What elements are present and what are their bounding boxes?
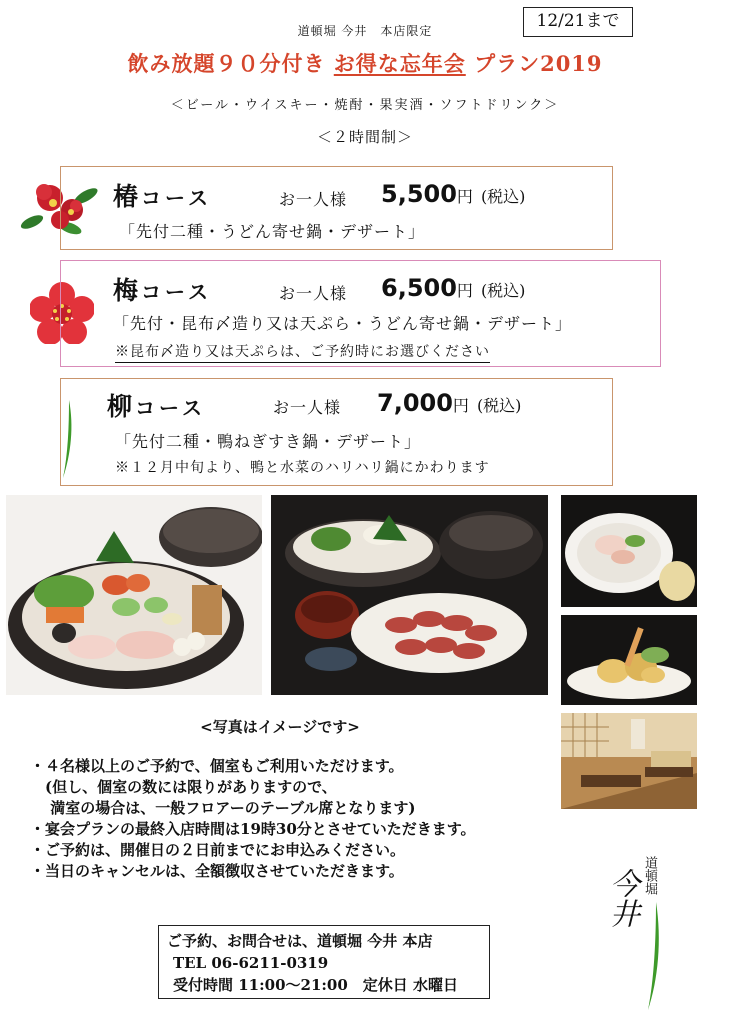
- course-tsubaki: [60, 166, 613, 250]
- list-item: ・４名様以上のご予約で、個室もご利用いただけます。: [30, 757, 404, 775]
- contact-box: [158, 925, 490, 999]
- logo-small-text: 道頓堀: [642, 856, 657, 895]
- list-item: ・ご予約は、開催日の２日前までにお申込みください。: [30, 841, 406, 859]
- course-menu: 「先付二種・うどん寄せ鍋・デザート」: [119, 222, 426, 241]
- store-logo: [604, 856, 674, 1016]
- course-menu: 「先付二種・鴨ねぎすき鍋・デザート」: [115, 432, 422, 451]
- course-note: ※昆布〆造り又は天ぷらは、ご予約時にお選びください: [115, 341, 490, 363]
- course-name: 柳コース: [107, 392, 207, 421]
- list-item: (但し、個室の数には限りがありますので、: [30, 778, 337, 796]
- contact-intro: ご予約、お問合せは、道頓堀 今井 本店: [167, 932, 433, 950]
- list-item: 満室の場合は、一般フロアーのテーブル席となります): [30, 799, 416, 817]
- course-name: 梅コース: [113, 276, 213, 305]
- drinks-list: ＜ビール・ウイスキー・焼酎・果実酒・ソフトドリンク＞: [170, 98, 560, 113]
- tempura-photo: [561, 615, 697, 705]
- per-person-label: お一人様: [279, 284, 348, 303]
- deadline-badge: 12/21まで: [523, 7, 633, 37]
- time-system: ＜２時間制＞: [316, 128, 413, 146]
- per-person-label: お一人様: [273, 398, 342, 417]
- course-menu: 「先付・昆布〆造り又は天ぷら・うどん寄せ鍋・デザート」: [113, 314, 573, 333]
- photo-caption: <写真はイメージです>: [200, 718, 360, 736]
- course-price: 7,000円 (税込): [377, 389, 522, 417]
- store-label: 道頓堀 今井 本店限定: [297, 24, 433, 38]
- notes-list: [30, 756, 476, 882]
- course-note: ※１２月中旬より、鴨と水菜のハリハリ鍋にかわります: [115, 460, 490, 476]
- course-name: 椿コース: [113, 182, 213, 211]
- willow-brush-icon: [644, 900, 664, 1012]
- duck-hotpot-photo: [271, 495, 548, 695]
- contact-phone: TEL 06-6211-0319: [173, 954, 329, 972]
- title-suffix: プラン2019: [474, 51, 603, 76]
- title-prefix: 飲み放題９０分付き: [127, 51, 326, 76]
- contact-hours: 受付時間 11:00～21:00 定休日 水曜日: [173, 976, 459, 994]
- course-price: 5,500円 (税込): [381, 180, 526, 208]
- logo-main-text: 今井: [604, 868, 639, 928]
- course-ume: [60, 260, 661, 367]
- course-yanagi: [60, 378, 613, 486]
- page-title: [0, 48, 730, 78]
- course-price: 6,500円 (税込): [381, 274, 526, 302]
- appetizer-photo: [561, 495, 697, 607]
- per-person-label: お一人様: [279, 190, 348, 209]
- private-room-photo: [561, 713, 697, 809]
- title-highlight: お得な忘年会: [333, 51, 466, 76]
- hotpot-photo: [6, 495, 262, 695]
- list-item: ・当日のキャンセルは、全額徴収させていただきます。: [30, 862, 404, 880]
- list-item: ・宴会プランの最終入店時間は19時30分とさせていただきます。: [30, 820, 476, 838]
